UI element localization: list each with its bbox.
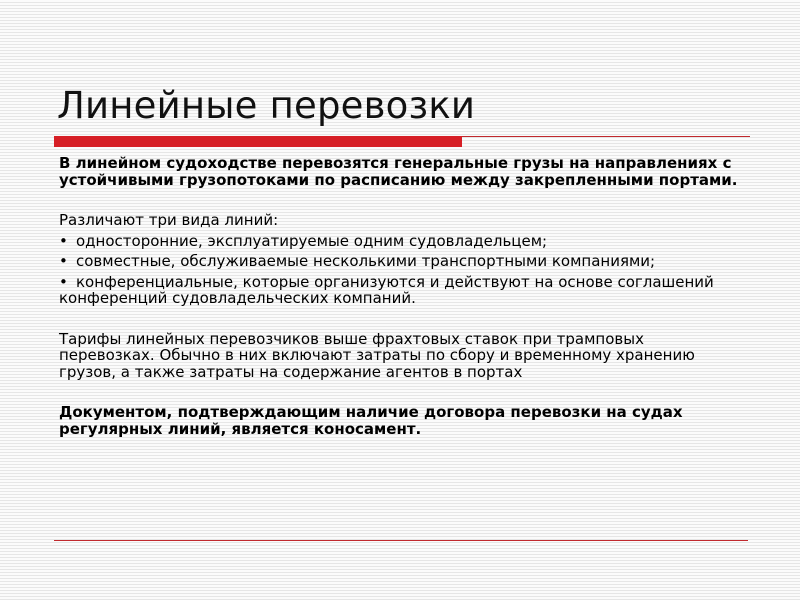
bullet-icon: • <box>59 231 68 250</box>
bullet-item-conference <box>59 274 743 307</box>
line-types-lead: Различают три вида линий: <box>59 211 279 229</box>
tariffs-paragraph: Тарифы линейных перевозчиков выше фрахтовых ставок при трамповых перевозках. Обычно в них включают затраты по сбору и временному хранению грузов, а также затраты на содержание агентов в портах <box>59 329 695 381</box>
intro-paragraph: В линейном судоходстве перевозятся генеральные грузы на направлениях с устойчивыми грузопотоками по расписанию между закрепленными портами. <box>59 154 738 189</box>
bullet-text: односторонние, эксплуатируемые одним судовладельцем; <box>76 231 548 250</box>
bullet-icon: • <box>59 252 68 270</box>
slide-title: Линейные перевозки <box>57 84 476 127</box>
bullet-text: конференциальные, которые организуются и действуют на основе соглашений конференций судовладельческих компаний. <box>59 272 714 307</box>
conclusion-paragraph: Документом, подтверждающим наличие договора перевозки на судах регулярных линий, является коносамент. <box>59 403 683 438</box>
bullet-item-joint <box>59 253 743 270</box>
bullet-icon: • <box>59 272 68 291</box>
footer-rule <box>54 540 748 541</box>
slide-body <box>59 155 743 437</box>
bullet-text: совместные, обслуживаемые несколькими транспортными компаниями; <box>76 252 656 270</box>
bullet-item-one-sided <box>59 233 743 250</box>
title-accent-bar <box>54 136 462 147</box>
